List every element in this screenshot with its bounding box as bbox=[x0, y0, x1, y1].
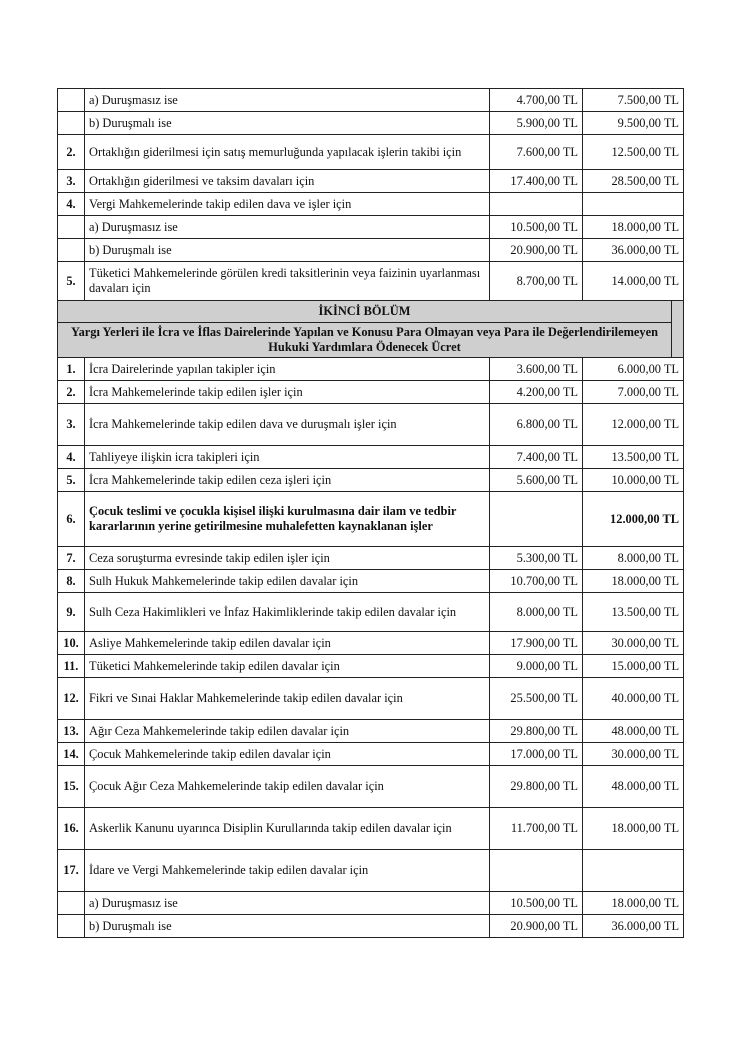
row-fee-2: 10.000,00 TL bbox=[583, 469, 684, 492]
row-fee-1 bbox=[490, 193, 583, 216]
row-fee-1: 17.400,00 TL bbox=[490, 170, 583, 193]
row-number: 6. bbox=[58, 492, 85, 547]
row-fee-1: 3.600,00 TL bbox=[490, 358, 583, 381]
section-header-gutter bbox=[672, 301, 684, 358]
table-row bbox=[58, 766, 684, 808]
row-fee-2: 30.000,00 TL bbox=[583, 743, 684, 766]
row-fee-2: 48.000,00 TL bbox=[583, 766, 684, 808]
table-row bbox=[58, 492, 684, 547]
row-description: Tüketici Mahkemelerinde takip edilen davalar için bbox=[85, 655, 490, 678]
row-description: İcra Mahkemelerinde takip edilen işler için bbox=[85, 381, 490, 404]
row-description: Ağır Ceza Mahkemelerinde takip edilen davalar için bbox=[85, 720, 490, 743]
section-subtitle: Yargı Yerleri ile İcra ve İflas Dairelerinde Yapılan ve Konusu Para Olmayan veya Para ile Değerlendirilemeyen Hukuki Yardımlara Ödenecek Ücret bbox=[58, 323, 672, 358]
row-number: 9. bbox=[58, 593, 85, 632]
second-section-rows bbox=[58, 358, 684, 938]
table-row bbox=[58, 743, 684, 766]
row-number: 3. bbox=[58, 170, 85, 193]
table-row bbox=[58, 593, 684, 632]
row-number: 8. bbox=[58, 570, 85, 593]
row-fee-1: 5.300,00 TL bbox=[490, 547, 583, 570]
row-number: 1. bbox=[58, 358, 85, 381]
row-number: 12. bbox=[58, 678, 85, 720]
row-description: Sulh Hukuk Mahkemelerinde takip edilen davalar için bbox=[85, 570, 490, 593]
row-fee-2: 18.000,00 TL bbox=[583, 216, 684, 239]
row-fee-1: 6.800,00 TL bbox=[490, 404, 583, 446]
row-fee-1: 17.000,00 TL bbox=[490, 743, 583, 766]
table-row bbox=[58, 469, 684, 492]
row-fee-1: 20.900,00 TL bbox=[490, 915, 583, 938]
row-number: 15. bbox=[58, 766, 85, 808]
row-number: 4. bbox=[58, 446, 85, 469]
row-description: b) Duruşmalı ise bbox=[85, 915, 490, 938]
row-fee-2: 30.000,00 TL bbox=[583, 632, 684, 655]
row-fee-2: 13.500,00 TL bbox=[583, 593, 684, 632]
table-row bbox=[58, 112, 684, 135]
first-section-rows bbox=[58, 89, 684, 301]
row-number bbox=[58, 239, 85, 262]
row-fee-1: 4.700,00 TL bbox=[490, 89, 583, 112]
table-row bbox=[58, 262, 684, 301]
table-row bbox=[58, 678, 684, 720]
row-fee-1: 10.500,00 TL bbox=[490, 216, 583, 239]
row-description: Askerlik Kanunu uyarınca Disiplin Kurullarında takip edilen davalar için bbox=[85, 808, 490, 850]
row-fee-2: 13.500,00 TL bbox=[583, 446, 684, 469]
table-row bbox=[58, 850, 684, 892]
table-row bbox=[58, 915, 684, 938]
row-fee-2: 12.500,00 TL bbox=[583, 135, 684, 170]
row-number: 16. bbox=[58, 808, 85, 850]
row-fee-2: 6.000,00 TL bbox=[583, 358, 684, 381]
row-fee-1: 20.900,00 TL bbox=[490, 239, 583, 262]
row-fee-1: 7.400,00 TL bbox=[490, 446, 583, 469]
row-number bbox=[58, 915, 85, 938]
section-title-row bbox=[58, 301, 684, 323]
row-description: Asliye Mahkemelerinde takip edilen davalar için bbox=[85, 632, 490, 655]
row-description: İdare ve Vergi Mahkemelerinde takip edilen davalar için bbox=[85, 850, 490, 892]
row-number bbox=[58, 112, 85, 135]
row-description: Ceza soruşturma evresinde takip edilen işler için bbox=[85, 547, 490, 570]
table-row bbox=[58, 239, 684, 262]
table-row bbox=[58, 216, 684, 239]
row-fee-1: 10.500,00 TL bbox=[490, 892, 583, 915]
table-row bbox=[58, 570, 684, 593]
row-description: Vergi Mahkemelerinde takip edilen dava ve işler için bbox=[85, 193, 490, 216]
row-description: Çocuk Mahkemelerinde takip edilen davalar için bbox=[85, 743, 490, 766]
row-fee-2: 12.000,00 TL bbox=[583, 492, 684, 547]
row-number: 2. bbox=[58, 381, 85, 404]
row-number: 2. bbox=[58, 135, 85, 170]
row-fee-1: 25.500,00 TL bbox=[490, 678, 583, 720]
row-fee-2: 18.000,00 TL bbox=[583, 808, 684, 850]
row-fee-1: 10.700,00 TL bbox=[490, 570, 583, 593]
row-number bbox=[58, 89, 85, 112]
second-section-header bbox=[58, 301, 684, 358]
row-fee-2: 28.500,00 TL bbox=[583, 170, 684, 193]
row-fee-2: 12.000,00 TL bbox=[583, 404, 684, 446]
table-row bbox=[58, 170, 684, 193]
row-description: Ortaklığın giderilmesi için satış memurluğunda yapılacak işlerin takibi için bbox=[85, 135, 490, 170]
row-fee-1: 4.200,00 TL bbox=[490, 381, 583, 404]
table-row bbox=[58, 89, 684, 112]
row-fee-2: 7.000,00 TL bbox=[583, 381, 684, 404]
row-fee-2: 40.000,00 TL bbox=[583, 678, 684, 720]
row-description: a) Duruşmasız ise bbox=[85, 89, 490, 112]
row-description: Ortaklığın giderilmesi ve taksim davaları için bbox=[85, 170, 490, 193]
row-fee-1: 5.900,00 TL bbox=[490, 112, 583, 135]
row-number bbox=[58, 892, 85, 915]
row-fee-2 bbox=[583, 850, 684, 892]
row-fee-2: 14.000,00 TL bbox=[583, 262, 684, 301]
table-row bbox=[58, 720, 684, 743]
row-fee-2: 7.500,00 TL bbox=[583, 89, 684, 112]
table-row bbox=[58, 381, 684, 404]
section-title: İKİNCİ BÖLÜM bbox=[58, 301, 672, 323]
table-row bbox=[58, 446, 684, 469]
table-row bbox=[58, 193, 684, 216]
row-fee-1: 7.600,00 TL bbox=[490, 135, 583, 170]
row-fee-1: 17.900,00 TL bbox=[490, 632, 583, 655]
row-description: İcra Mahkemelerinde takip edilen dava ve duruşmalı işler için bbox=[85, 404, 490, 446]
row-description: İcra Dairelerinde yapılan takipler için bbox=[85, 358, 490, 381]
row-fee-1: 8.700,00 TL bbox=[490, 262, 583, 301]
row-number: 11. bbox=[58, 655, 85, 678]
row-fee-1: 29.800,00 TL bbox=[490, 720, 583, 743]
table-row bbox=[58, 358, 684, 381]
row-description: a) Duruşmasız ise bbox=[85, 892, 490, 915]
row-number: 14. bbox=[58, 743, 85, 766]
row-description: a) Duruşmasız ise bbox=[85, 216, 490, 239]
table-row bbox=[58, 655, 684, 678]
row-fee-2: 18.000,00 TL bbox=[583, 570, 684, 593]
row-description: İcra Mahkemelerinde takip edilen ceza işleri için bbox=[85, 469, 490, 492]
row-description: Çocuk Ağır Ceza Mahkemelerinde takip edilen davalar için bbox=[85, 766, 490, 808]
row-number: 13. bbox=[58, 720, 85, 743]
row-fee-2: 36.000,00 TL bbox=[583, 239, 684, 262]
table-row bbox=[58, 892, 684, 915]
row-fee-1 bbox=[490, 850, 583, 892]
row-description: Çocuk teslimi ve çocukla kişisel ilişki kurulmasına dair ilam ve tedbir kararlarının yerine getirilmesine muhalefetten kaynaklanan işler bbox=[85, 492, 490, 547]
table-row bbox=[58, 404, 684, 446]
row-number: 5. bbox=[58, 469, 85, 492]
row-fee-1: 29.800,00 TL bbox=[490, 766, 583, 808]
row-fee-1: 8.000,00 TL bbox=[490, 593, 583, 632]
row-fee-2 bbox=[583, 193, 684, 216]
section-subtitle-row bbox=[58, 323, 684, 358]
row-description: Tahliyeye ilişkin icra takipleri için bbox=[85, 446, 490, 469]
row-number: 3. bbox=[58, 404, 85, 446]
row-fee-2: 8.000,00 TL bbox=[583, 547, 684, 570]
row-number: 4. bbox=[58, 193, 85, 216]
row-description: Sulh Ceza Hakimlikleri ve İnfaz Hakimliklerinde takip edilen davalar için bbox=[85, 593, 490, 632]
row-fee-1 bbox=[490, 492, 583, 547]
row-fee-2: 9.500,00 TL bbox=[583, 112, 684, 135]
fee-schedule-table bbox=[57, 88, 684, 938]
row-fee-1: 9.000,00 TL bbox=[490, 655, 583, 678]
row-description: Tüketici Mahkemelerinde görülen kredi taksitlerinin veya faizinin uyarlanması davaları için bbox=[85, 262, 490, 301]
row-description: b) Duruşmalı ise bbox=[85, 239, 490, 262]
table-row bbox=[58, 547, 684, 570]
row-fee-2: 36.000,00 TL bbox=[583, 915, 684, 938]
row-fee-2: 48.000,00 TL bbox=[583, 720, 684, 743]
row-number: 7. bbox=[58, 547, 85, 570]
table-row bbox=[58, 632, 684, 655]
row-number bbox=[58, 216, 85, 239]
table-row bbox=[58, 808, 684, 850]
row-number: 17. bbox=[58, 850, 85, 892]
row-fee-2: 15.000,00 TL bbox=[583, 655, 684, 678]
row-description: Fikri ve Sınai Haklar Mahkemelerinde takip edilen davalar için bbox=[85, 678, 490, 720]
row-fee-1: 5.600,00 TL bbox=[490, 469, 583, 492]
row-description: b) Duruşmalı ise bbox=[85, 112, 490, 135]
row-number: 5. bbox=[58, 262, 85, 301]
row-fee-1: 11.700,00 TL bbox=[490, 808, 583, 850]
row-number: 10. bbox=[58, 632, 85, 655]
table-row bbox=[58, 135, 684, 170]
row-fee-2: 18.000,00 TL bbox=[583, 892, 684, 915]
